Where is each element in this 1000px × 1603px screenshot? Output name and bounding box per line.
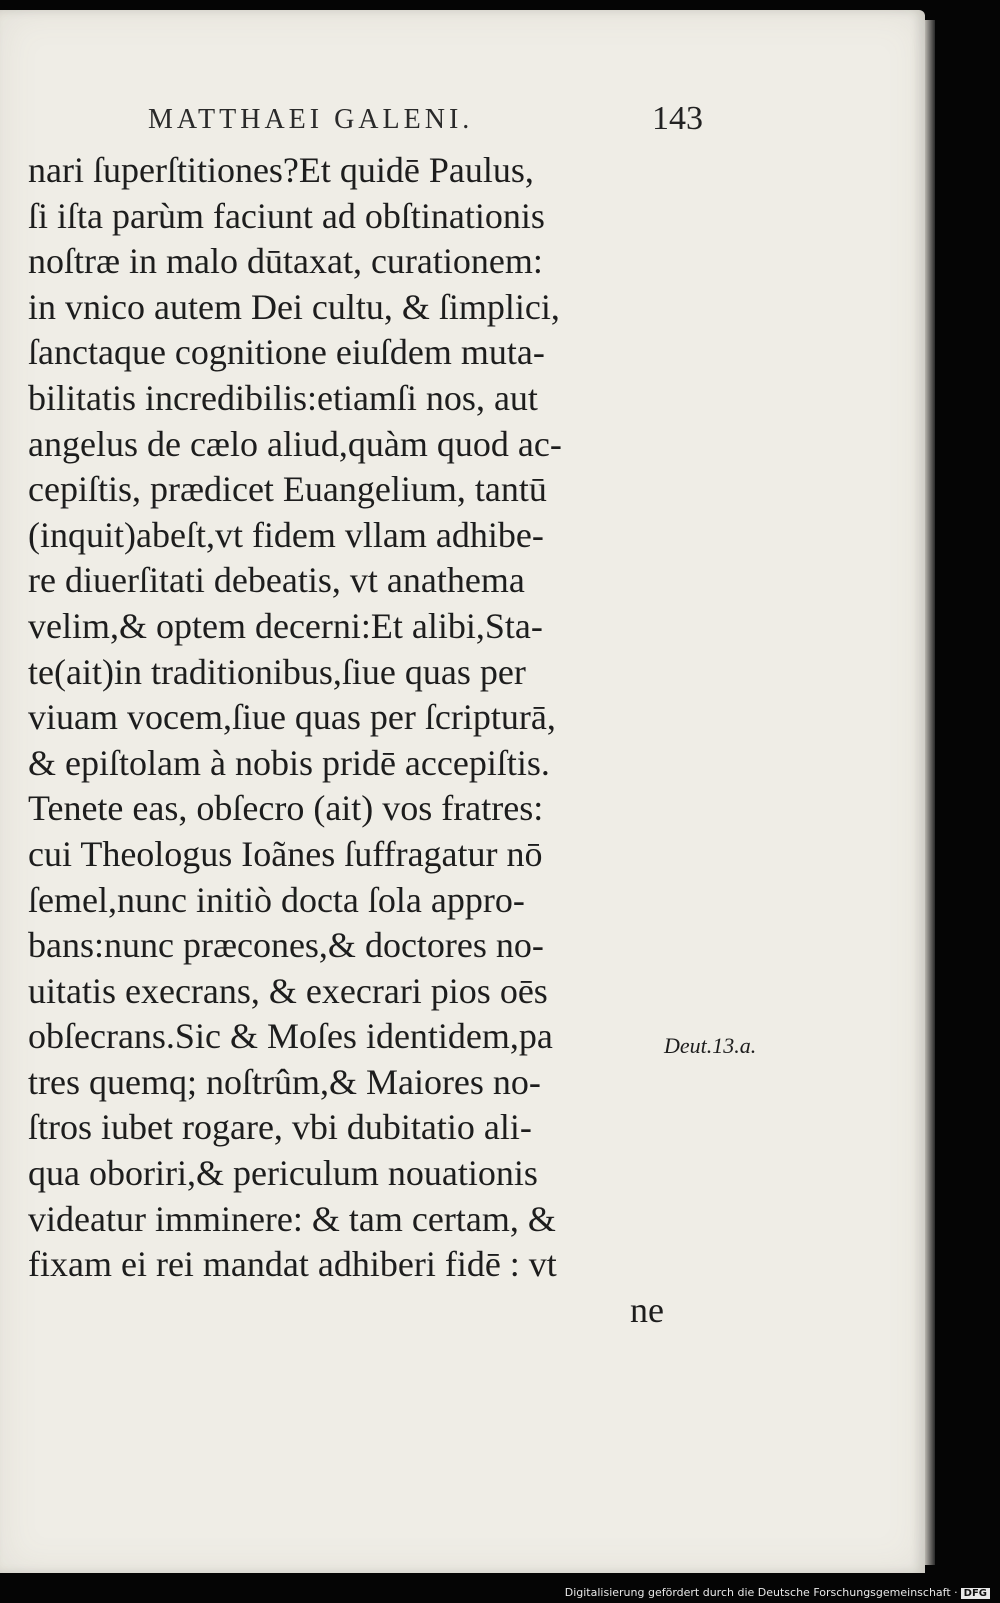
- text-line: obſecrans.Sic & Moſes identidem,pa: [28, 1016, 553, 1057]
- text-line: re diuerſitati debeatis, vt anathema: [28, 560, 525, 601]
- page-number: 143: [652, 100, 703, 137]
- page-edge: [925, 20, 935, 1565]
- text-line: te(ait)in traditionibus,ſiue quas per: [28, 651, 526, 692]
- text-line: ſemel,nunc initiò docta ſola appro-: [28, 879, 525, 920]
- text-line: & epiſtolam à nobis pridē accepiſtis.: [28, 742, 550, 783]
- running-title: MATTHAEI GALENI.: [148, 104, 474, 135]
- digitization-credit: [565, 1586, 990, 1599]
- text-line: cepiſtis, prædicet Euangelium, tantū: [28, 469, 547, 510]
- text-line: cui Theologus Ioãnes ſuffragatur nō: [28, 833, 543, 874]
- text-line: viuam vocem,ſiue quas per ſcripturā,: [28, 697, 556, 738]
- text-line: angelus de cælo aliud,quàm quod ac-: [28, 423, 562, 464]
- text-line: videatur imminere: & tam certam, &: [28, 1198, 556, 1239]
- text-line: (inquit)abeſt,vt fidem vllam adhibe-: [28, 514, 544, 555]
- text-line: tres quemq; noſtrûm,& Maiores no-: [28, 1061, 541, 1102]
- text-line: ſanctaque cognitione eiuſdem muta-: [28, 332, 545, 373]
- text-line: qua oboriri,& periculum nouationis: [28, 1153, 538, 1194]
- credit-text: Digitalisierung gefördert durch die Deutsche Forschungsgemeinschaft ·: [564, 1586, 958, 1599]
- text-line: ſtros iubet rogare, vbi dubitatio ali-: [28, 1107, 532, 1148]
- text-line: bilitatis incredibilis:etiamſi nos, aut: [28, 377, 538, 418]
- text-line: bans:nunc præcones,& doctores no-: [28, 925, 544, 966]
- text-line: nari ſuperſtitiones?Et quidē Paulus,: [28, 150, 534, 190]
- text-line: ſi iſta parùm faciunt ad obſtinationis: [28, 195, 545, 236]
- text-line: velim,& optem decerni:Et alibi,Sta-: [28, 605, 543, 646]
- catchword: ne: [630, 1289, 664, 1330]
- dfg-logo: DFG: [961, 1588, 990, 1599]
- text-line: uitatis execrans, & execrari pios oēs: [28, 970, 548, 1011]
- body-text: [28, 148, 668, 1333]
- marginal-reference: Deut.13.a.: [664, 1033, 757, 1058]
- text-line: fixam ei rei mandat adhiberi fidē : vt: [28, 1244, 557, 1285]
- text-line: Tenete eas, obſecro (ait) vos fratres:: [28, 788, 544, 829]
- text-line: in vnico autem Dei cultu, & ſimplici,: [28, 286, 560, 327]
- text-line: noſtræ in malo dūtaxat, curationem:: [28, 241, 543, 282]
